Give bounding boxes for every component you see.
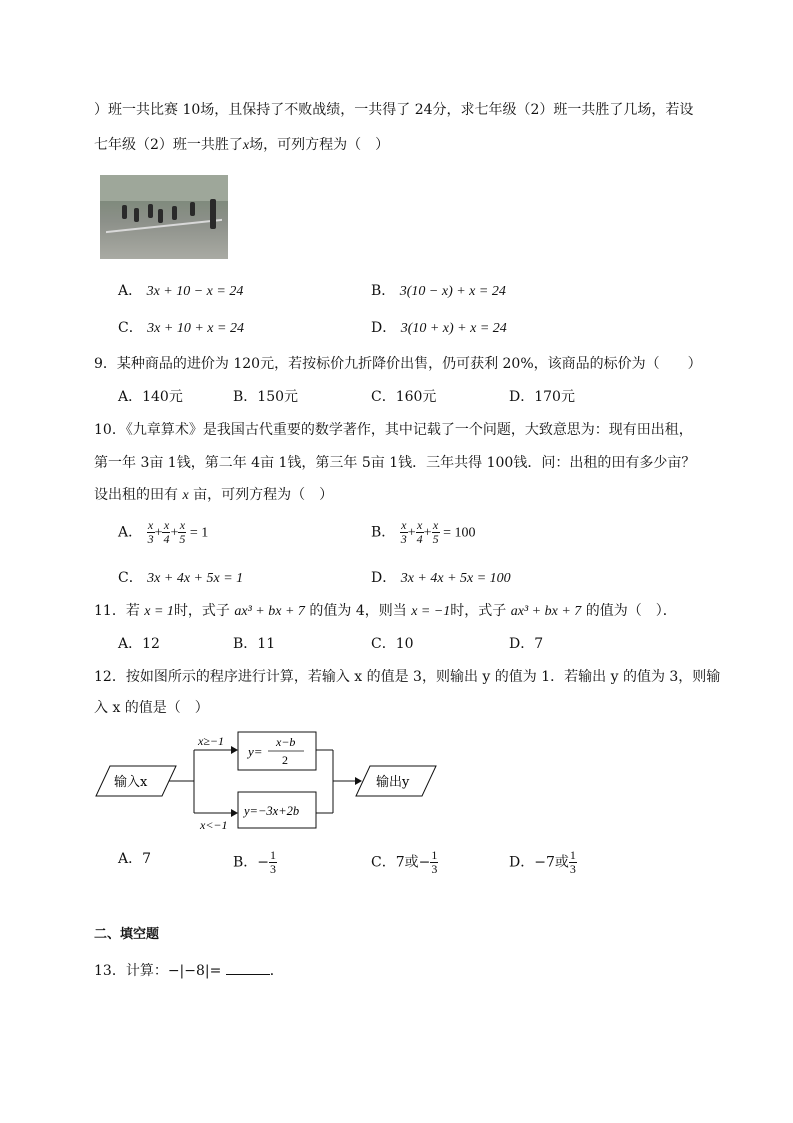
q9-option-c[interactable]: C．160元 [371, 389, 437, 405]
formula-top-lhs: y= [248, 744, 263, 759]
q12-option-d[interactable] [509, 849, 577, 876]
option-label: C． [118, 320, 143, 336]
q9-option-d[interactable]: D．170元 [509, 389, 575, 405]
q11-text: 11．若 [94, 603, 145, 619]
fraction [400, 519, 408, 546]
option-equation: 3x + 4x + 5x = 1 [147, 571, 244, 586]
option-label: B． [371, 283, 396, 299]
q8-option-a[interactable] [118, 281, 243, 302]
photo-player [210, 199, 216, 229]
condition-bottom: x<−1 [200, 818, 228, 832]
fraction-numerator: 1 [270, 848, 277, 862]
answer-blank[interactable] [226, 960, 270, 975]
fraction-denominator: 3 [270, 862, 277, 876]
fraction-denominator: 5 [432, 532, 439, 546]
option-equation: 3x + 4x + 5x = 100 [400, 571, 511, 586]
q10-stem-text-2: 亩，可列方程为（ ） [188, 487, 334, 503]
arrow-head [231, 746, 238, 754]
q9-stem: 9．某种商品的进价为 120元，若按标价九折降价出售，仍可获利 20%，该商品的标价为（ ） [94, 356, 702, 372]
q10-variable: x [182, 488, 189, 503]
q11-text: 的值为 4，则当 [304, 603, 412, 619]
option-label: A． [118, 524, 143, 541]
option-label: A． [118, 283, 143, 299]
q10-stem-line1: 10．《九章算术》是我国古代重要的数学著作，其中记载了一个问题，大致意思为：现有田出租， [94, 422, 693, 438]
fraction [569, 849, 577, 876]
q8-stem-line1: ）班一共比赛 10场，且保持了不败战绩，一共得了 24分，求七年级（2）班一共胜了几场，若设 [94, 102, 694, 118]
condition-top: x≥−1 [198, 734, 225, 748]
q11-text: 时，式子 [450, 603, 511, 619]
q12-option-b[interactable] [233, 849, 277, 876]
q8-stem-line2 [94, 135, 389, 156]
q8-option-d[interactable] [371, 318, 507, 339]
q11-option-d[interactable]: D．7 [509, 636, 544, 652]
q10-stem-line2: 第一年 3亩 1钱，第二年 4亩 1钱，第三年 5亩 1钱．三年共得 100钱．问：出租的田有多少亩？ [94, 455, 696, 471]
section-title: 二、填空题 [94, 927, 160, 942]
q13-stem [94, 960, 284, 981]
q8-variable: x [242, 138, 250, 153]
fraction [416, 519, 424, 546]
photo-player [148, 204, 153, 218]
option-equation: 3(10 + x) + x = 24 [400, 321, 507, 336]
option-equation: 3x + 10 + x = 24 [147, 321, 244, 336]
q11-condition-2: x = −1 [411, 604, 451, 619]
option-label: D． [371, 570, 397, 586]
output-label: 输出y [376, 775, 410, 790]
q11-option-a[interactable]: A．12 [118, 636, 160, 652]
q10-option-a[interactable]: A． $\frac{x}{3}$ + $\frac{x}{4}$ + $\frac{x}{5}$ = 1 [118, 518, 209, 546]
fraction-denominator: 3 [569, 862, 576, 876]
fraction-denominator: 4 [416, 532, 423, 546]
formula-bottom: y=−3x+2b [244, 804, 300, 818]
q11-expression: ax³ + bx + 7 [510, 604, 582, 619]
arrow-head [231, 809, 238, 817]
fraction-denominator: 3 [147, 532, 154, 546]
fraction-numerator: x [432, 518, 439, 532]
photo-player [190, 202, 195, 216]
q13-text: 13．计算：−|−8|= [94, 963, 226, 979]
option-rhs: = 1 [186, 525, 209, 541]
q12-option-a[interactable]: A．7 [118, 851, 152, 867]
fraction-numerator: x [401, 518, 407, 532]
q11-expression: ax³ + bx + 7 [234, 604, 305, 619]
photo-building [100, 175, 228, 201]
fraction-denominator: 4 [163, 532, 170, 546]
option-rhs: = 100 [439, 525, 476, 541]
q13-tail: ． [269, 963, 284, 979]
q11-condition-1: x = 1 [144, 604, 174, 619]
option-label: C．7或− [371, 854, 431, 871]
fraction-numerator: x [179, 518, 186, 532]
fraction [147, 519, 155, 546]
q11-option-c[interactable]: C．10 [371, 636, 414, 652]
fraction [269, 849, 277, 876]
q8-stem-text-2: 场，可列方程为（ ） [249, 137, 390, 153]
q8-option-b[interactable] [371, 281, 506, 302]
formula-top-numerator: x−b [276, 735, 296, 749]
q8-stem-text: 七年级（2）班一共胜了 [94, 137, 243, 153]
q12-option-c[interactable] [371, 849, 438, 876]
program-flowchart [90, 728, 450, 833]
q12-stem-line1: 12．按如图所示的程序进行计算，若输入 x 的值是 3，则输出 y 的值为 1．若输出 y 的值为 3，则输 [94, 669, 721, 685]
fraction-denominator: 3 [431, 862, 438, 876]
arrow-head [355, 777, 362, 785]
fraction [432, 519, 440, 546]
q12-stem-line2: 入 x 的值是（ ） [94, 700, 209, 716]
fraction-denominator: 3 [400, 532, 407, 546]
option-equation: 3(10 − x) + x = 24 [399, 284, 506, 299]
formula-top-denominator: 2 [282, 753, 288, 767]
photo-player [158, 209, 163, 223]
option-label: B． [371, 524, 396, 541]
photo-player [172, 206, 177, 220]
photo-player [122, 205, 127, 219]
q10-stem-text: 设出租的田有 [94, 487, 183, 503]
q10-stem-line3 [94, 485, 333, 506]
fraction-numerator: 1 [431, 848, 438, 862]
fraction [430, 849, 438, 876]
q9-option-b[interactable]: B．150元 [233, 389, 299, 405]
basketball-photo [100, 175, 228, 259]
q10-option-b[interactable]: B． $\frac{x}{3}$ + $\frac{x}{4}$ + $\frac{x}{5}$ = 100 [371, 518, 476, 546]
q11-option-b[interactable]: B．11 [233, 636, 276, 652]
fraction-numerator: x [416, 518, 423, 532]
photo-court-line [106, 219, 222, 233]
fraction-denominator: 5 [179, 532, 186, 546]
option-equation: 3x + 10 − x = 24 [146, 284, 244, 299]
fraction-numerator: 1 [569, 848, 576, 862]
q11-text: 的值为（ ）． [581, 603, 677, 619]
q11-stem [94, 601, 677, 622]
q11-text: 时，式子 [173, 603, 235, 619]
q10-option-c[interactable] [118, 568, 243, 589]
option-label: D． [371, 320, 397, 336]
photo-player [134, 208, 139, 222]
q10-option-d[interactable] [371, 568, 511, 589]
input-label: 输入x [114, 775, 148, 790]
q8-option-c[interactable] [118, 318, 244, 339]
option-label: D．−7或 [509, 854, 569, 871]
option-label: C． [118, 570, 143, 586]
fraction-numerator: x [163, 518, 170, 532]
q9-option-a[interactable]: A．140元 [118, 389, 183, 405]
option-label: B．− [233, 854, 270, 871]
fraction-numerator: x [147, 518, 154, 532]
